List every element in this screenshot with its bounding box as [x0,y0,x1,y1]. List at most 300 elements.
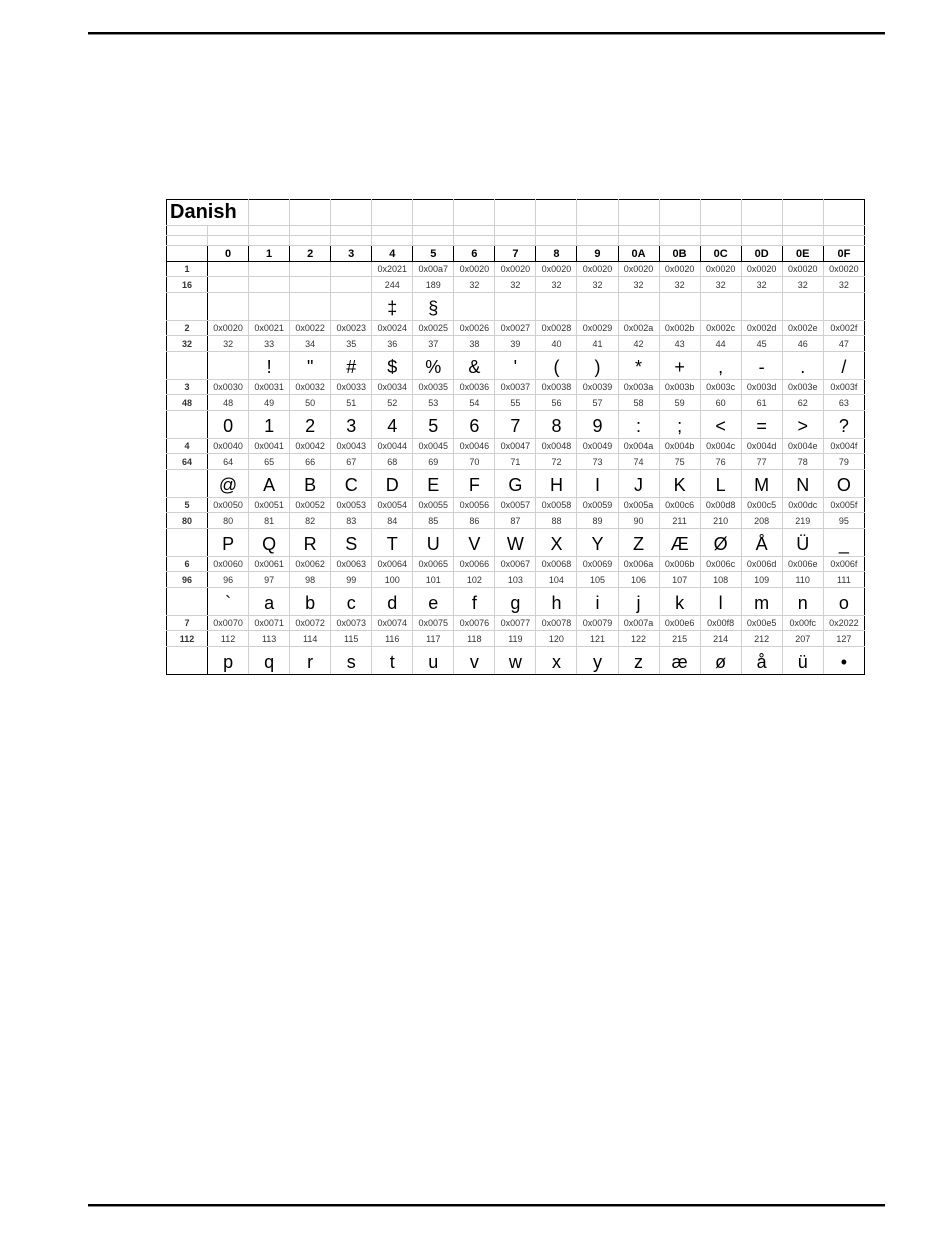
hex-code-cell: 0x002e [782,321,823,336]
glyph-cell: j [618,588,659,616]
decimal-code-cell: 53 [413,395,454,411]
glyph-cell: R [290,529,331,557]
decimal-code-cell: 101 [413,572,454,588]
column-header: 0 [208,246,249,262]
glyph-cell [618,293,659,321]
hex-code-row [167,557,865,572]
hex-code-cell: 0x0020 [782,262,823,277]
hex-code-cell: 0x0067 [495,557,536,572]
glyph-cell: C [331,470,372,498]
decimal-code-cell: 121 [577,631,618,647]
hex-code-cell: 0x2021 [372,262,413,277]
decimal-code-cell: 214 [700,631,741,647]
row-label-blank [167,352,208,380]
glyph-cell: a [249,588,290,616]
decimal-code-cell: 55 [495,395,536,411]
column-header: 0C [700,246,741,262]
hex-code-cell: 0x0020 [454,262,495,277]
hex-code-cell: 0x00f8 [700,616,741,631]
hex-code-cell: 0x005f [823,498,864,513]
decimal-code-cell: 36 [372,336,413,352]
glyph-cell: y [577,647,618,675]
hex-code-cell: 0x00dc [782,498,823,513]
decimal-code-cell: 98 [290,572,331,588]
hex-code-cell: 0x0076 [454,616,495,631]
decimal-code-cell: 114 [290,631,331,647]
glyph-cell: W [495,529,536,557]
hex-code-cell: 0x0057 [495,498,536,513]
hex-code-cell: 0x0024 [372,321,413,336]
decimal-code-cell: 215 [659,631,700,647]
column-header: 4 [372,246,413,262]
row-label-blank [167,293,208,321]
glyph-cell: Ü [782,529,823,557]
glyph-row [167,588,865,616]
hex-code-cell: 0x002a [618,321,659,336]
decimal-code-row [167,395,865,411]
decimal-code-cell: 219 [782,513,823,529]
glyph-cell: U [413,529,454,557]
decimal-code-cell: 111 [823,572,864,588]
glyph-cell: % [413,352,454,380]
glyph-cell: ( [536,352,577,380]
hex-code-cell: 0x002c [700,321,741,336]
column-header-row [167,246,865,262]
hex-code-cell: 0x003f [823,380,864,395]
hex-code-cell: 0x0026 [454,321,495,336]
glyph-cell: K [659,470,700,498]
hex-code-cell: 0x006b [659,557,700,572]
row-decimal-label: 80 [167,513,208,529]
decimal-code-row [167,513,865,529]
hex-code-cell: 0x006d [741,557,782,572]
decimal-code-row [167,454,865,470]
decimal-code-cell: 33 [249,336,290,352]
hex-code-cell: 0x0048 [536,439,577,454]
decimal-code-cell: 87 [495,513,536,529]
glyph-cell: E [413,470,454,498]
hex-code-cell: 0x00e6 [659,616,700,631]
decimal-code-cell: 74 [618,454,659,470]
glyph-cell: O [823,470,864,498]
decimal-code-cell [331,277,372,293]
glyph-cell: d [372,588,413,616]
decimal-code-cell: 43 [659,336,700,352]
glyph-cell: H [536,470,577,498]
decimal-code-cell [208,277,249,293]
glyph-cell: G [495,470,536,498]
hex-code-cell: 0x0032 [290,380,331,395]
glyph-cell: t [372,647,413,675]
hex-code-cell: 0x0069 [577,557,618,572]
glyph-cell: : [618,411,659,439]
glyph-cell: " [290,352,331,380]
decimal-code-cell: 118 [454,631,495,647]
decimal-code-cell: 46 [782,336,823,352]
glyph-cell: Å [741,529,782,557]
decimal-code-cell: 107 [659,572,700,588]
hex-code-cell: 0x0020 [495,262,536,277]
glyph-row [167,411,865,439]
glyph-cell: p [208,647,249,675]
row-label-blank [167,647,208,675]
glyph-cell: b [290,588,331,616]
decimal-code-cell: 52 [372,395,413,411]
glyph-cell: B [290,470,331,498]
decimal-code-cell: 49 [249,395,290,411]
hex-code-cell: 0x0061 [249,557,290,572]
row-label-blank [167,411,208,439]
decimal-code-cell: 244 [372,277,413,293]
hex-code-cell: 0x003e [782,380,823,395]
decimal-code-cell: 211 [659,513,700,529]
glyph-cell: 1 [249,411,290,439]
hex-code-cell: 0x0056 [454,498,495,513]
hex-code-cell: 0x0079 [577,616,618,631]
glyph-row [167,352,865,380]
decimal-code-cell: 66 [290,454,331,470]
decimal-code-cell: 84 [372,513,413,529]
decimal-code-cell: 89 [577,513,618,529]
glyph-cell: § [413,293,454,321]
decimal-code-cell: 65 [249,454,290,470]
decimal-code-cell: 32 [823,277,864,293]
hex-code-cell: 0x0058 [536,498,577,513]
decimal-code-cell: 105 [577,572,618,588]
hex-code-cell: 0x002f [823,321,864,336]
hex-code-cell: 0x00c6 [659,498,700,513]
glyph-cell: Ø [700,529,741,557]
danish-character-table [166,199,865,675]
column-header: 0B [659,246,700,262]
glyph-cell: 0 [208,411,249,439]
decimal-code-cell: 32 [782,277,823,293]
hex-code-cell: 0x0068 [536,557,577,572]
hex-code-cell: 0x0059 [577,498,618,513]
hex-code-cell: 0x004a [618,439,659,454]
glyph-cell: n [782,588,823,616]
hex-code-row [167,380,865,395]
glyph-cell: z [618,647,659,675]
hex-code-cell: 0x0020 [208,321,249,336]
hex-code-cell: 0x0042 [290,439,331,454]
decimal-code-cell: 117 [413,631,454,647]
hex-code-cell: 0x0070 [208,616,249,631]
row-label-blank [167,470,208,498]
decimal-code-cell: 59 [659,395,700,411]
hex-code-cell: 0x004b [659,439,700,454]
decimal-code-cell: 68 [372,454,413,470]
column-header: 0D [741,246,782,262]
glyph-cell: ? [823,411,864,439]
glyph-cell: w [495,647,536,675]
glyph-cell [249,293,290,321]
decimal-code-cell: 37 [413,336,454,352]
hex-code-cell: 0x0035 [413,380,454,395]
glyph-cell: > [782,411,823,439]
row-label-blank [167,529,208,557]
glyph-cell: < [700,411,741,439]
hex-code-cell: 0x0075 [413,616,454,631]
hex-code-cell: 0x003a [618,380,659,395]
hex-code-cell: 0x0065 [413,557,454,572]
hex-code-cell: 0x0030 [208,380,249,395]
hex-code-cell: 0x0049 [577,439,618,454]
hex-code-cell [249,262,290,277]
glyph-cell [208,293,249,321]
glyph-cell: x [536,647,577,675]
glyph-cell: J [618,470,659,498]
glyph-cell [331,293,372,321]
decimal-code-cell: 76 [700,454,741,470]
decimal-code-cell: 119 [495,631,536,647]
glyph-cell [536,293,577,321]
hex-code-cell: 0x0037 [495,380,536,395]
glyph-cell: u [413,647,454,675]
decimal-code-cell: 72 [536,454,577,470]
hex-code-cell: 0x0020 [536,262,577,277]
hex-code-cell: 0x2022 [823,616,864,631]
row-label: 2 [167,321,208,336]
decimal-code-cell: 39 [495,336,536,352]
hex-code-cell: 0x0039 [577,380,618,395]
row-label: 4 [167,439,208,454]
decimal-code-cell: 71 [495,454,536,470]
hex-code-cell: 0x0071 [249,616,290,631]
hex-code-cell: 0x0020 [618,262,659,277]
glyph-cell: P [208,529,249,557]
decimal-code-cell: 75 [659,454,700,470]
hex-code-cell: 0x006f [823,557,864,572]
decimal-code-cell: 79 [823,454,864,470]
glyph-cell: * [618,352,659,380]
hex-code-cell: 0x0022 [290,321,331,336]
decimal-code-cell: 58 [618,395,659,411]
corner-cell [167,246,208,262]
hex-code-cell: 0x004c [700,439,741,454]
glyph-cell: Z [618,529,659,557]
decimal-code-cell: 82 [290,513,331,529]
hex-code-cell [208,262,249,277]
decimal-code-cell: 113 [249,631,290,647]
decimal-code-cell: 103 [495,572,536,588]
column-header: 0E [782,246,823,262]
decimal-code-cell: 112 [208,631,249,647]
decimal-code-cell: 41 [577,336,618,352]
glyph-cell: _ [823,529,864,557]
hex-code-row [167,616,865,631]
decimal-code-cell: 38 [454,336,495,352]
decimal-code-cell: 32 [618,277,659,293]
decimal-code-cell: 104 [536,572,577,588]
hex-code-cell [331,262,372,277]
hex-code-cell: 0x0036 [454,380,495,395]
glyph-cell [495,293,536,321]
spacer-row [167,236,865,246]
decimal-code-cell: 56 [536,395,577,411]
hex-code-cell: 0x0020 [659,262,700,277]
bottom-rule [88,1204,885,1207]
glyph-cell: h [536,588,577,616]
decimal-code-cell: 32 [454,277,495,293]
glyph-cell: S [331,529,372,557]
hex-code-cell: 0x0072 [290,616,331,631]
glyph-cell: ü [782,647,823,675]
hex-code-cell: 0x0050 [208,498,249,513]
row-label: 6 [167,557,208,572]
column-header: 7 [495,246,536,262]
hex-code-cell: 0x0020 [823,262,864,277]
glyph-cell: + [659,352,700,380]
decimal-code-cell: 47 [823,336,864,352]
glyph-cell: k [659,588,700,616]
glyph-cell: r [290,647,331,675]
glyph-cell: v [454,647,495,675]
hex-code-cell: 0x0074 [372,616,413,631]
row-decimal-label: 96 [167,572,208,588]
glyph-cell: / [823,352,864,380]
hex-code-cell: 0x004f [823,439,864,454]
hex-code-cell: 0x0054 [372,498,413,513]
hex-code-cell: 0x0034 [372,380,413,395]
decimal-code-cell: 32 [659,277,700,293]
glyph-cell: i [577,588,618,616]
hex-code-cell: 0x0029 [577,321,618,336]
decimal-code-cell: 32 [741,277,782,293]
glyph-cell: I [577,470,618,498]
glyph-cell: e [413,588,454,616]
decimal-code-row [167,631,865,647]
hex-code-cell: 0x0078 [536,616,577,631]
hex-code-cell: 0x00a7 [413,262,454,277]
glyph-cell: Æ [659,529,700,557]
glyph-row [167,647,865,675]
decimal-code-cell: 32 [536,277,577,293]
decimal-code-row [167,572,865,588]
table-title: Danish [167,200,249,226]
hex-code-cell: 0x0062 [290,557,331,572]
glyph-cell [290,293,331,321]
glyph-cell: æ [659,647,700,675]
glyph-cell: ' [495,352,536,380]
decimal-code-cell: 115 [331,631,372,647]
decimal-code-cell: 40 [536,336,577,352]
glyph-cell: & [454,352,495,380]
column-header: 5 [413,246,454,262]
decimal-code-cell: 99 [331,572,372,588]
hex-code-row [167,439,865,454]
glyph-cell: c [331,588,372,616]
decimal-code-cell: 78 [782,454,823,470]
decimal-code-cell: 32 [208,336,249,352]
hex-code-cell: 0x004e [782,439,823,454]
decimal-code-cell: 62 [782,395,823,411]
hex-code-cell: 0x0044 [372,439,413,454]
glyph-cell: D [372,470,413,498]
decimal-code-cell: 57 [577,395,618,411]
hex-code-cell: 0x0045 [413,439,454,454]
hex-code-cell: 0x0043 [331,439,372,454]
decimal-code-cell: 100 [372,572,413,588]
hex-code-cell: 0x0047 [495,439,536,454]
glyph-cell: 7 [495,411,536,439]
decimal-code-cell: 80 [208,513,249,529]
decimal-code-cell: 32 [577,277,618,293]
glyph-cell: @ [208,470,249,498]
glyph-cell: T [372,529,413,557]
decimal-code-cell [249,277,290,293]
row-decimal-label: 16 [167,277,208,293]
decimal-code-cell: 64 [208,454,249,470]
decimal-code-cell: 70 [454,454,495,470]
hex-code-cell: 0x00e5 [741,616,782,631]
glyph-cell: s [331,647,372,675]
decimal-code-cell: 106 [618,572,659,588]
column-header: 3 [331,246,372,262]
hex-code-cell: 0x005a [618,498,659,513]
title-row [167,200,865,226]
decimal-code-cell: 95 [823,513,864,529]
hex-code-cell: 0x003b [659,380,700,395]
glyph-cell: g [495,588,536,616]
decimal-code-cell: 108 [700,572,741,588]
decimal-code-cell: 109 [741,572,782,588]
glyph-cell: Y [577,529,618,557]
row-decimal-label: 112 [167,631,208,647]
glyph-cell: m [741,588,782,616]
glyph-cell: 4 [372,411,413,439]
column-header: 8 [536,246,577,262]
hex-code-cell: 0x0073 [331,616,372,631]
hex-code-cell: 0x0038 [536,380,577,395]
glyph-cell: A [249,470,290,498]
column-header: 2 [290,246,331,262]
decimal-code-cell: 73 [577,454,618,470]
glyph-cell: å [741,647,782,675]
hex-code-cell: 0x006a [618,557,659,572]
decimal-code-cell: 88 [536,513,577,529]
decimal-code-cell: 60 [700,395,741,411]
glyph-cell: - [741,352,782,380]
hex-code-cell: 0x006c [700,557,741,572]
glyph-cell: ø [700,647,741,675]
hex-code-cell: 0x0060 [208,557,249,572]
hex-code-cell: 0x0051 [249,498,290,513]
hex-code-cell: 0x003c [700,380,741,395]
glyph-cell: ` [208,588,249,616]
decimal-code-cell: 67 [331,454,372,470]
glyph-cell [823,293,864,321]
decimal-code-cell: 61 [741,395,782,411]
decimal-code-cell: 42 [618,336,659,352]
glyph-cell: N [782,470,823,498]
decimal-code-cell: 210 [700,513,741,529]
decimal-code-cell: 77 [741,454,782,470]
decimal-code-cell: 207 [782,631,823,647]
hex-code-cell: 0x00d8 [700,498,741,513]
glyph-cell [208,352,249,380]
decimal-code-cell: 96 [208,572,249,588]
glyph-cell: 9 [577,411,618,439]
hex-code-cell: 0x0025 [413,321,454,336]
glyph-row [167,293,865,321]
hex-code-cell: 0x0033 [331,380,372,395]
decimal-code-cell: 86 [454,513,495,529]
decimal-code-cell: 208 [741,513,782,529]
decimal-code-cell: 50 [290,395,331,411]
decimal-code-cell: 127 [823,631,864,647]
glyph-cell: V [454,529,495,557]
